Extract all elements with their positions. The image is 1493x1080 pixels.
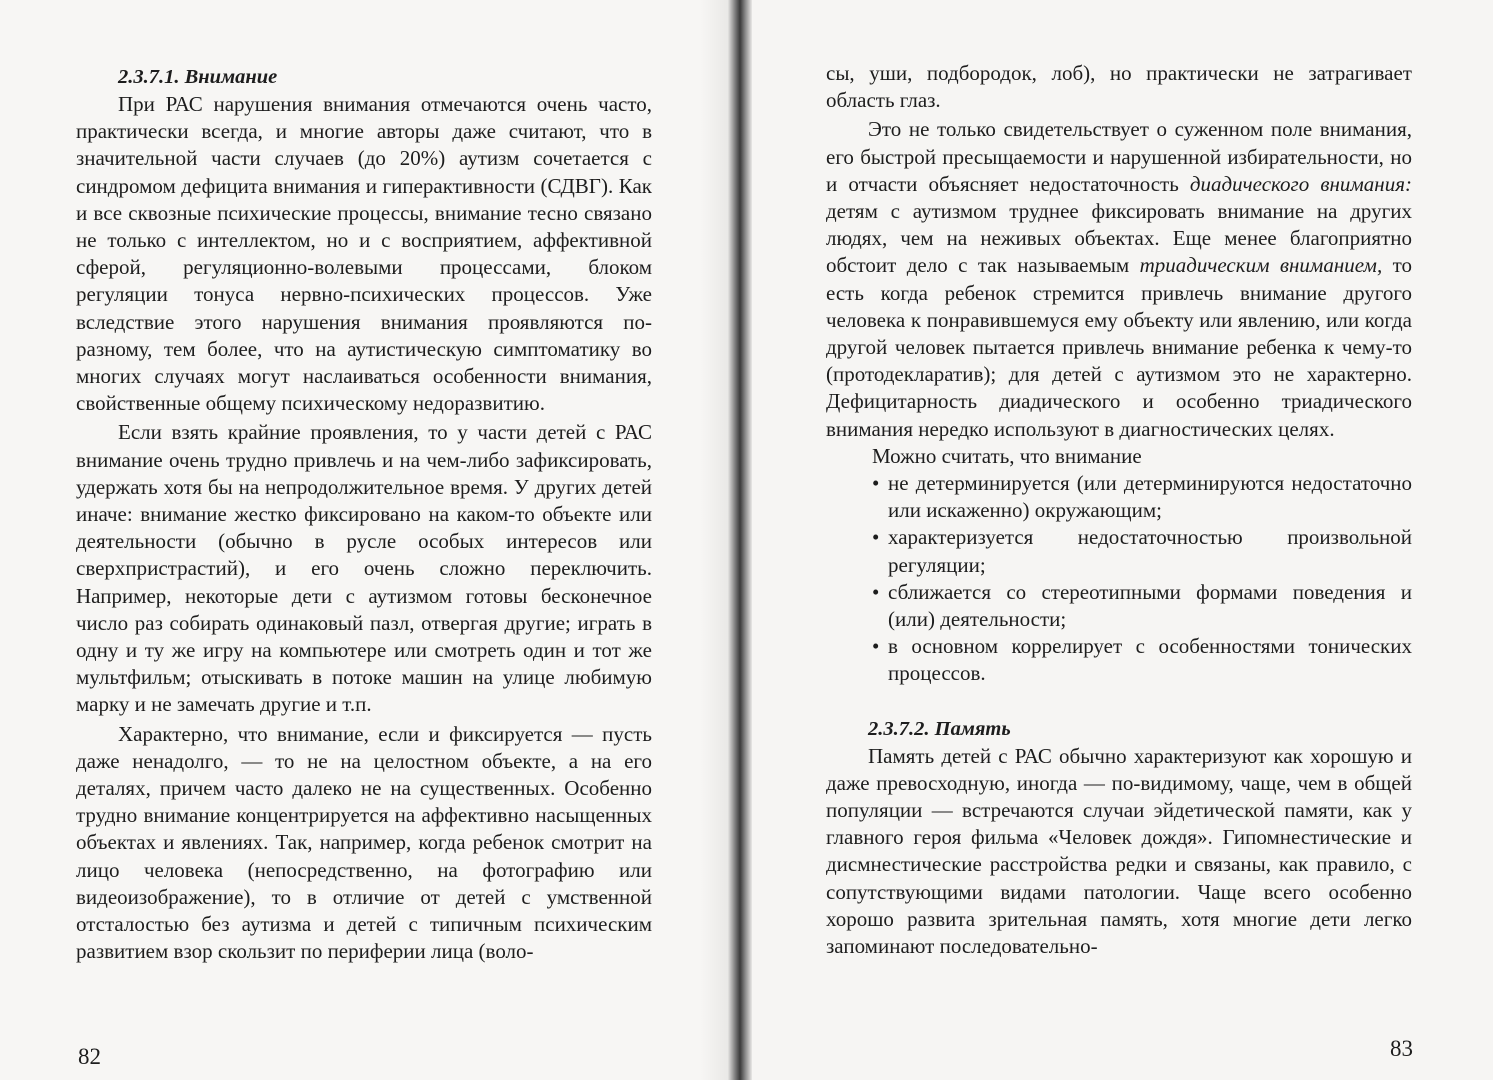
left-paragraph-2: Если взять крайние проявления, то у части детей с РАС внимание очень трудно привлечь и на чем-либо зафиксировать, удержать хотя бы на непродолжительное время. У других детей иначе: внимание жестко фиксировано на каком-то объекте или деятельности (обычно в русле особых интересов или сверхпристрастий), и его очень сложно переключить. Например, некоторые дети с аутизмом готовы бесконечное число раз собирать одинаковый пазл, отвергая другие; играть в одну и ту же игру на компьютере или смотреть один и тот же мультфильм; отыскивать в потоке машин на улице любимую марку и не замечать другие и т.п. bbox=[76, 420, 652, 717]
page-number-right: 83 bbox=[1390, 1036, 1413, 1061]
right-page-text bbox=[826, 60, 1412, 960]
list-lead: Можно считать, что внимание bbox=[872, 443, 1142, 468]
left-page-text bbox=[76, 64, 652, 966]
section-spacer bbox=[826, 688, 1412, 716]
section-heading-attention: 2.3.7.1. Внимание bbox=[118, 66, 278, 88]
list-item: • не детерминируется (или детерминируются недостаточно или искаженно) окружающим; bbox=[874, 470, 1412, 524]
list-item: • в основном коррелирует с особенностями тонических процессов. bbox=[874, 633, 1412, 687]
gutter-shadow bbox=[700, 0, 730, 1080]
term-dyadic-attention: диадического внимания: bbox=[1189, 171, 1412, 196]
list-item: • сближается со стереотипными формами поведения и (или) деятельности; bbox=[874, 579, 1412, 633]
left-paragraph-1: При РАС нарушения внимания отмечаются очень часто, практически всегда, и многие авторы даже считают, что в значительной части случаев (до 20%) аутизм сочетается с синдромом дефицита внимания и гиперактивности (СДВГ). Как и все сквозные психические процессы, внимание тесно связано не только с интеллектом, но и с восприятием, аффективной сферой, регуляционно-волевыми процессами, блоком регуляции тонуса нервно-психических процессов. Уже вследствие этого нарушения внимания проявляются по-разному, тем более, что на аутистическую симптоматику во многих случаях могут наслаиваться особенности внимания, свойственные общему психическому недоразвитию. bbox=[76, 92, 652, 416]
term-triadic-attention: триадическим вниманием, bbox=[1139, 253, 1383, 278]
page-number-left: 82 bbox=[78, 1044, 101, 1069]
right-continuation-paragraph: сы, уши, подбородок, лоб), но практически не затрагивает область глаз. bbox=[826, 61, 1412, 113]
paragraph-text: детям с аутизмом труднее фиксировать внимание на других людях, чем на неживых объектах. Еще менее благоприятно обстоит дело с так называемым bbox=[826, 199, 1412, 278]
section-heading-memory: 2.3.7.2. Память bbox=[868, 717, 1011, 740]
paragraph-text: то есть когда ребенок стремится привлечь внимание другого человека к понравившемуся ему объекту или явлению, или когда другой человек пытается привлечь внимание ребенка к чему-то (протодекларатив); для детей с аутизмом это не характерно. Дефицитарность диадического и особенно триадического внимания нередко используют в диагностических целях. bbox=[826, 253, 1413, 441]
list-item: • характеризуется недостаточностью произвольной регуляции; bbox=[874, 524, 1412, 578]
paragraph-text: Это не только свидетельствует о суженном поле внимания, его быстрой пресыщаемости и нарушенной избирательности, но и отчасти объясняет недостаточность bbox=[826, 117, 1412, 196]
right-paragraph-attention bbox=[826, 116, 1412, 442]
left-paragraph-3: Характерно, что внимание, если и фиксируется — пусть даже ненадолго, — то не на целостном объекте, а на его деталях, причем часто далеко не на существенных. Особенно трудно внимание концентрируется на аффективно насыщенных объектах и явлениях. Так, например, когда ребенок смотрит на лицо человека (непосредственно, на фотографию или видеоизображение), то в отличие от детей с умственной отсталостью без аутизма и детей с типичным психическим развитием взор скользит по периферии лица (воло- bbox=[76, 721, 652, 964]
attention-properties-list bbox=[826, 470, 1412, 688]
book-gutter bbox=[728, 0, 752, 1080]
right-paragraph-memory: Память детей с РАС обычно характеризуют как хорошую и даже превосходную, иногда — по-видимому, чаще, чем в общей популяции — встречаются случаи эйдетической памяти, как у главного героя фильма «Человек дождя». Гипомнестические и дисмнестические расстройства редки и связаны, как правило, с сопутствующими видами патологии. Чаще всего особенно хорошо развита зрительная память, хотя многие дети легко запоминают последовательно- bbox=[826, 743, 1412, 959]
